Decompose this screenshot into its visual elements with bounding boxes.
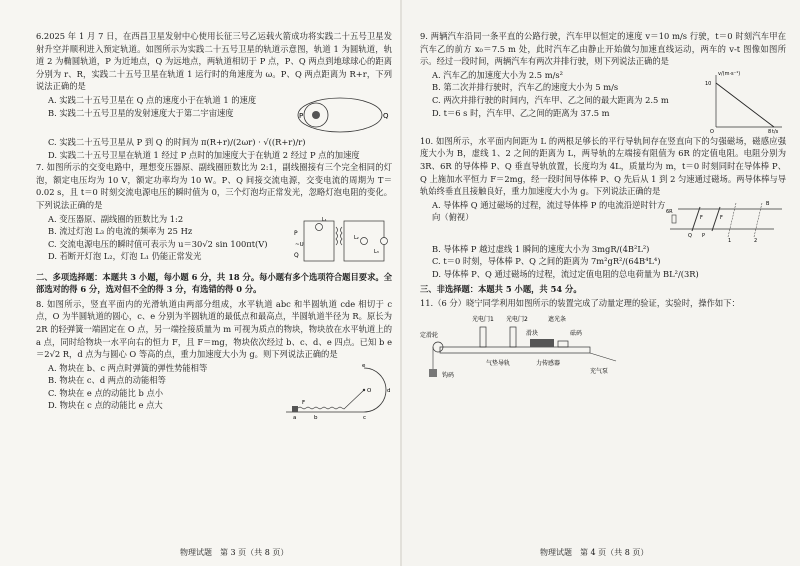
q6-option-d: D. 实践二十五号卫星在轨道 1 经过 P 点时的加速度大于在轨道 2 经过 P 点的加速度	[48, 149, 360, 160]
q7-option-d: D. 若断开灯泡 L₂，灯泡 L₁ 仍能正常发光	[48, 251, 202, 262]
gate-1	[480, 327, 486, 347]
q6-orbit-figure	[296, 94, 392, 136]
origin-label: O	[710, 128, 714, 135]
q8-option-b: B. 物块在 c、d 两点的动能相等	[48, 375, 166, 386]
q10-option-d: D. 导体棒 P、Q 通过磁场的过程，流过定值电阻的总电荷量为 BL²/(3R)	[432, 268, 699, 279]
q6-option-b: B. 实践二十五号卫星的发射速度大于第二宇宙速度	[48, 107, 234, 118]
air-track	[440, 347, 590, 353]
svg-text:P: P	[294, 229, 298, 237]
q8-option-c: C. 物块在 e 点的动能比 b 点小	[48, 387, 164, 398]
q9-option-d: D. t＝6 s 时，汽车甲、乙之间的距离为 37.5 m	[432, 107, 610, 118]
label-p: P	[299, 111, 304, 120]
section-3-heading: 三、非选择题：本题共 5 小题，共 54 分。	[420, 283, 582, 294]
question-9	[420, 30, 786, 135]
svg-text:F: F	[720, 214, 723, 221]
q9-option-b: B. 第二次并排行驶时，汽车乙的速度大小为 5 m/s	[432, 82, 619, 93]
svg-text:砝码: 砝码	[570, 329, 583, 337]
label-q: Q	[383, 111, 389, 120]
resistor-6r	[672, 215, 676, 223]
q9-option-c: C. 两次并排行驶的时间内，汽车甲、乙之间的最大距离为 2.5 m	[432, 94, 669, 105]
q8-track-figure	[284, 362, 392, 420]
q9-vt-chart	[702, 69, 786, 135]
svg-text:e: e	[362, 362, 366, 369]
q10-option-a: A. 导体棒 Q 通过磁场的过程，流过导体棒 P 的电流沿逆时针方向（俯视）	[432, 199, 666, 223]
q9-stem: 9. 两辆汽车沿同一条平直的公路行驶，汽车甲以恒定的速度 v＝10 m/s 行驶，t＝0 时刻汽车甲在汽车乙的前方 x₀＝7.5 m 处，此时汽车乙由静止开始做匀加速直线运动，两车的 v-t 图像如图所示。经过一段时间，两辆汽车有两次并排行驶，则下列说法正确的是	[420, 31, 786, 67]
gate-2	[510, 327, 516, 347]
q10-option-c: C. t＝0 时刻，导体棒 P、Q 之间的距离为 7m²gR²/(64B⁴L⁴)	[432, 256, 661, 267]
svg-text:光电门2: 光电门2	[506, 315, 528, 323]
page-3-footer: 物理试题 第 3 页（共 8 页）	[180, 548, 289, 558]
svg-text:Q: Q	[688, 232, 692, 239]
y-axis-label: v/(m·s⁻¹)	[718, 70, 741, 77]
svg-text:P: P	[702, 232, 706, 239]
q7-option-c: C. 交流电源电压的瞬时值可表示为 u＝30√2 sin 100πt(V)	[48, 238, 268, 249]
series-line-0	[716, 83, 774, 127]
spring	[296, 390, 364, 409]
page-4-footer: 物理试题 第 4 页（共 8 页）	[540, 548, 649, 558]
orbit-2	[298, 98, 382, 132]
q7-option-b: B. 流过灯泡 L₃ 的电流的频率为 25 Hz	[48, 226, 193, 237]
svg-text:L₁: L₁	[322, 216, 327, 223]
svg-text:滑块: 滑块	[526, 329, 539, 337]
question-8	[36, 298, 392, 420]
svg-text:O: O	[367, 387, 372, 394]
lamp-l2	[361, 237, 368, 244]
slider	[530, 339, 554, 347]
svg-text:6R: 6R	[666, 208, 673, 215]
q6-option-a: A. 实践二十五号卫星在 Q 点的速度小于在轨道 1 的速度	[48, 94, 257, 105]
svg-text:定滑轮: 定滑轮	[420, 331, 439, 339]
question-10	[420, 135, 786, 281]
svg-text:B: B	[766, 200, 770, 207]
question-6	[36, 30, 392, 161]
y-tick-10: 10	[705, 80, 712, 87]
svg-text:力传感器: 力传感器	[536, 359, 561, 367]
question-7	[36, 161, 392, 268]
x-tick-8: 8	[768, 128, 772, 135]
page-4	[402, 0, 800, 566]
q6-stem: 6.2025 年 1 月 7 日，在西昌卫星发射中心使用长征三号乙运载火箭成功将实践二十五号卫星发射升空并顺利进入预定轨道。如图所示为实践二十五号卫星的轨道示意图，轨道 1 为圆轨道，轨道 2 为椭圆轨道，P 为近地点，Q 为远地点，两轨道相切于 P 点，P、Q 两点到地球球心的距离分别为 r、R，实践二十五号卫星在轨道 1 运行时的角速度为 ω。P、Q 两点距离为 R+r，下列说法正确的是	[36, 31, 392, 92]
q6-option-c: C. 实践二十五号卫星从 P 到 Q 的时间为 π(R+r)/(2ωr) · √((R+r)/r)	[48, 136, 306, 147]
q8-stem: 8. 如图所示，竖直平面内的光滑轨道由两部分组成，水平轨道 abc 和半圆轨道 cde 相切于 c 点，O 为半圆轨道的圆心，c、e 分别为半圆轨道的最低点和最高点，半圆轨道半径为 R。原长为 2R 的轻弹簧一端固定在 O 点，另一端拴接质量为 m 可视为质点的物块，物块放在水平轨道上的 a 点，同时给物块一水平向右的恒力 F，且 F＝mg，物块依次经过 b、c、d、e 四点。已知 b e＝2√2 R，d 点为与圆心 O 等高的点，重力加速度大小为 g。则下列说法正确的是	[36, 298, 392, 360]
svg-text:充气泵: 充气泵	[590, 367, 609, 375]
q8-option-a: A. 物块在 b、c 两点时弹簧的弹性势能相等	[48, 362, 208, 373]
q10-option-b: B. 导体棒 P 越过虚线 1 瞬间的速度大小为 3mgR/(4B²L²)	[432, 243, 650, 254]
svg-text:b: b	[314, 414, 318, 420]
block	[292, 406, 298, 412]
q7-option-a: A. 变压器原、副线圈的匝数比为 1:2	[48, 213, 184, 224]
svg-text:a: a	[293, 414, 297, 420]
q7-stem: 7. 如图所示的交变电路中，理想变压器原、副线圈匝数比为 2:1，副线圈接有三个完全相同的灯泡，额定电压均为 10 V，额定功率均为 10 W。P、Q 间接交流电源，交变电流的周期为 T＝0.02 s，且 t＝0 时刻交流电源电压的瞬时值为 0，三个灯泡均正常发光，忽略灯泡电阻的变化。下列说法正确的是	[36, 162, 392, 210]
q10-stem: 10. 如图所示，水平面内间距为 L 的两根足够长的平行导轨间存在竖直向下的匀强磁场，磁感应强度大小为 B，虚线 1、2 之间的距离为 L，两导轨的左端接有阻值为 6R 的定值电阻。电阻分别为 3R、6R 的导体棒 P、Q 垂直导轨放置，长度均为 4L，质量均为 m，t＝0 时刻同时在导体棒 P、Q 上施加水平恒力 F＝2mg，经一段时间导体棒 P、Q 先后从 1 到 2 匀速通过磁场。两导体棒与导轨始终垂直且接触良好，重力加速度大小为 g。下列说法正确的是	[420, 135, 786, 197]
svg-text:L₃: L₃	[374, 248, 379, 255]
q10-rail-figure	[666, 199, 786, 243]
q7-circuit-figure	[292, 213, 392, 269]
svg-text:1: 1	[728, 237, 732, 243]
svg-text:遮光条: 遮光条	[548, 315, 567, 323]
svg-text:2: 2	[754, 237, 758, 243]
q8-option-d: D. 物块在 c 点的动能比 e 点大	[48, 400, 163, 411]
sensor	[558, 341, 568, 347]
q11-stem: 11.（6 分）晓宁同学利用如图所示的装置完成了动量定理的验证，实验时，操作如下：	[420, 298, 740, 309]
svg-text:钩码: 钩码	[442, 371, 455, 379]
q11-apparatus-figure	[420, 311, 620, 381]
svg-text:~U: ~U	[295, 241, 304, 248]
hook-weight	[429, 369, 437, 377]
svg-text:气垫导轨: 气垫导轨	[486, 359, 511, 367]
svg-text:Q: Q	[294, 251, 299, 259]
svg-text:光电门1: 光电门1	[472, 315, 494, 323]
svg-text:F: F	[302, 399, 306, 406]
svg-text:c: c	[363, 414, 367, 420]
lamp-l3	[381, 237, 388, 244]
question-11	[420, 297, 786, 384]
earth	[312, 111, 320, 119]
section-2-heading: 二、多项选择题：本题共 3 小题，每小题 6 分，共 18 分。每小题有多个选项符合题目要求。全部选对的得 6 分，选对但不全的得 3 分，有选错的得 0 分。	[36, 271, 392, 295]
svg-text:F: F	[700, 214, 703, 221]
svg-text:d: d	[387, 387, 391, 394]
x-axis-label: t/s	[772, 128, 779, 135]
q9-option-a: A. 汽车乙的加速度大小为 2.5 m/s²	[432, 69, 563, 80]
svg-text:L₂: L₂	[354, 234, 359, 241]
lamp-l1	[316, 223, 323, 230]
